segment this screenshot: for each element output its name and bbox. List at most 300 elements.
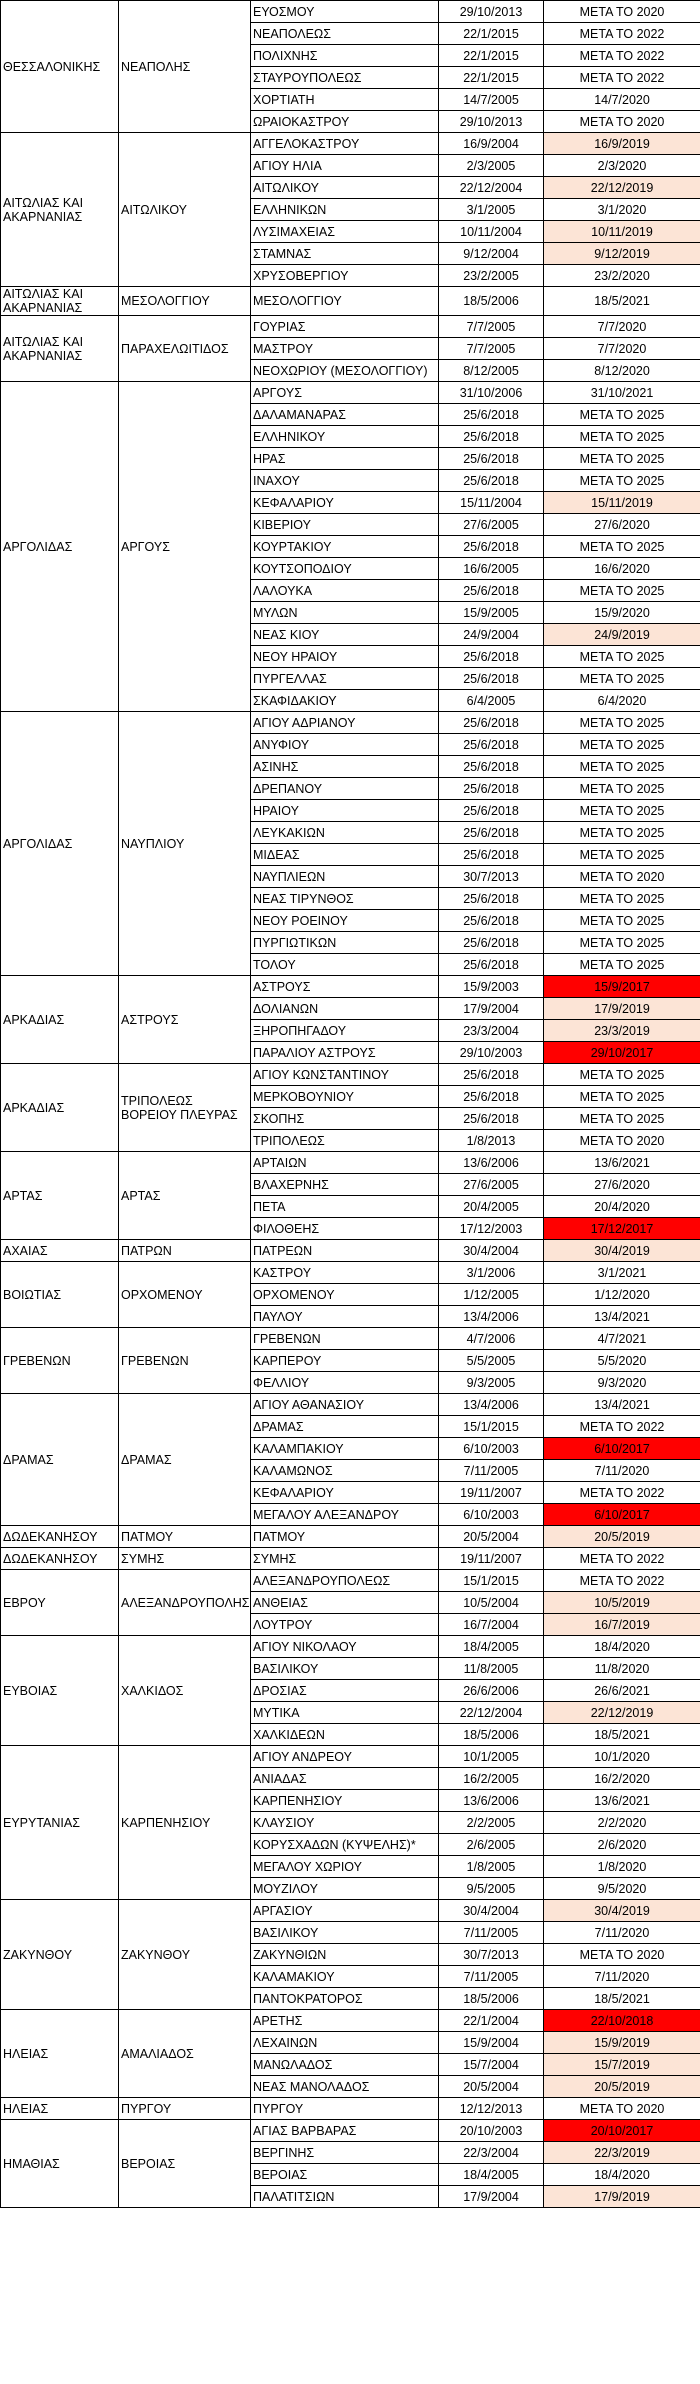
start-date-cell: 3/1/2006 [439, 1262, 544, 1284]
community-cell: ΖΑΚΥΝΘΙΩΝ [251, 1944, 439, 1966]
municipality-cell: ΖΑΚΥΝΘΟΥ [119, 1900, 251, 2010]
table-row [1, 1548, 700, 1570]
community-cell: ΩΡΑΙΟΚΑΣΤΡΟΥ [251, 111, 439, 133]
table-row [1, 316, 700, 338]
end-date-cell: ΜΕΤΑ ΤΟ 2020 [544, 2098, 700, 2120]
end-date-cell: 7/7/2020 [544, 316, 700, 338]
end-date-cell: 23/2/2020 [544, 265, 700, 287]
end-date-cell: 16/9/2019 [544, 133, 700, 155]
community-cell: ΔΟΛΙΑΝΩΝ [251, 998, 439, 1020]
community-cell: ΜΕΣΟΛΟΓΓΙΟΥ [251, 287, 439, 316]
start-date-cell: 2/3/2005 [439, 155, 544, 177]
community-cell: ΠΑΝΤΟΚΡΑΤΟΡΟΣ [251, 1988, 439, 2010]
community-cell: ΓΡΕΒΕΝΩΝ [251, 1328, 439, 1350]
end-date-cell: 10/11/2019 [544, 221, 700, 243]
end-date-cell: ΜΕΤΑ ΤΟ 2025 [544, 470, 700, 492]
municipality-cell: ΒΕΡΟΙΑΣ [119, 2120, 251, 2208]
end-date-cell: 3/1/2021 [544, 1262, 700, 1284]
community-cell: ΝΕΑΠΟΛΕΩΣ [251, 23, 439, 45]
start-date-cell: 4/7/2006 [439, 1328, 544, 1350]
start-date-cell: 10/11/2004 [439, 221, 544, 243]
prefecture-cell: ΑΡΤΑΣ [1, 1152, 119, 1240]
end-date-cell: ΜΕΤΑ ΤΟ 2022 [544, 67, 700, 89]
municipality-cell: ΑΛΕΞΑΝΔΡΟΥΠΟΛΗΣ [119, 1570, 251, 1636]
community-cell: ΧΟΡΤΙΑΤΗ [251, 89, 439, 111]
prefecture-cell: ΒΟΙΩΤΙΑΣ [1, 1262, 119, 1328]
start-date-cell: 25/6/2018 [439, 470, 544, 492]
end-date-cell: ΜΕΤΑ ΤΟ 2025 [544, 822, 700, 844]
start-date-cell: 18/5/2006 [439, 1988, 544, 2010]
end-date-cell: 20/10/2017 [544, 2120, 700, 2142]
start-date-cell: 25/6/2018 [439, 932, 544, 954]
community-cell: ΛΕΥΚΑΚΙΩΝ [251, 822, 439, 844]
municipality-cell: ΤΡΙΠΟΛΕΩΣ ΒΟΡΕΙΟΥ ΠΛΕΥΡΑΣ [119, 1064, 251, 1152]
start-date-cell: 25/6/2018 [439, 800, 544, 822]
end-date-cell: ΜΕΤΑ ΤΟ 2025 [544, 1086, 700, 1108]
community-cell: ΔΡΟΣΙΑΣ [251, 1680, 439, 1702]
municipality-cell: ΧΑΛΚΙΔΟΣ [119, 1636, 251, 1746]
end-date-cell: 29/10/2017 [544, 1042, 700, 1064]
community-cell: ΜΕΡΚΟΒΟΥΝΙΟΥ [251, 1086, 439, 1108]
community-cell: ΚΑΡΠΕΝΗΣΙΟΥ [251, 1790, 439, 1812]
prefecture-cell: ΑΙΤΩΛΙΑΣ ΚΑΙ ΑΚΑΡΝΑΝΙΑΣ [1, 287, 119, 316]
start-date-cell: 15/11/2004 [439, 492, 544, 514]
end-date-cell: ΜΕΤΑ ΤΟ 2025 [544, 1108, 700, 1130]
start-date-cell: 7/7/2005 [439, 338, 544, 360]
end-date-cell: 18/4/2020 [544, 1636, 700, 1658]
end-date-cell: 13/6/2021 [544, 1152, 700, 1174]
start-date-cell: 1/8/2013 [439, 1130, 544, 1152]
end-date-cell: ΜΕΤΑ ΤΟ 2020 [544, 1, 700, 23]
end-date-cell: 17/12/2017 [544, 1218, 700, 1240]
community-cell: ΧΡΥΣΟΒΕΡΓΙΟΥ [251, 265, 439, 287]
community-cell: ΛΥΣΙΜΑΧΕΙΑΣ [251, 221, 439, 243]
end-date-cell: 5/5/2020 [544, 1350, 700, 1372]
municipality-cell: ΠΑΡΑΧΕΛΩΙΤΙΔΟΣ [119, 316, 251, 382]
table-row [1, 976, 700, 998]
start-date-cell: 29/10/2013 [439, 1, 544, 23]
start-date-cell: 5/5/2005 [439, 1350, 544, 1372]
community-cell: ΑΣΙΝΗΣ [251, 756, 439, 778]
start-date-cell: 15/7/2004 [439, 2054, 544, 2076]
community-cell: ΑΙΤΩΛΙΚΟΥ [251, 177, 439, 199]
end-date-cell: 15/9/2019 [544, 2032, 700, 2054]
table-row [1, 1900, 700, 1922]
prefecture-cell: ΔΩΔΕΚΑΝΗΣΟΥ [1, 1548, 119, 1570]
community-cell: ΑΓΙΟΥ ΑΔΡΙΑΝΟΥ [251, 712, 439, 734]
start-date-cell: 25/6/2018 [439, 954, 544, 976]
prefecture-cell: ΑΡΓΟΛΙΔΑΣ [1, 382, 119, 712]
end-date-cell: 3/1/2020 [544, 199, 700, 221]
municipality-cell: ΠΑΤΜΟΥ [119, 1526, 251, 1548]
end-date-cell: 9/3/2020 [544, 1372, 700, 1394]
start-date-cell: 25/6/2018 [439, 404, 544, 426]
end-date-cell: ΜΕΤΑ ΤΟ 2025 [544, 756, 700, 778]
start-date-cell: 23/3/2004 [439, 1020, 544, 1042]
start-date-cell: 18/4/2005 [439, 2164, 544, 2186]
end-date-cell: 4/7/2021 [544, 1328, 700, 1350]
community-cell: ΑΝΘΕΙΑΣ [251, 1592, 439, 1614]
community-cell: ΜΑΝΩΛΑΔΟΣ [251, 2054, 439, 2076]
prefecture-cell: ΑΧΑΙΑΣ [1, 1240, 119, 1262]
table-row [1, 2098, 700, 2120]
end-date-cell: 2/3/2020 [544, 155, 700, 177]
end-date-cell: 6/4/2020 [544, 690, 700, 712]
end-date-cell: ΜΕΤΑ ΤΟ 2022 [544, 1482, 700, 1504]
end-date-cell: 22/3/2019 [544, 2142, 700, 2164]
end-date-cell: ΜΕΤΑ ΤΟ 2020 [544, 1944, 700, 1966]
start-date-cell: 29/10/2013 [439, 111, 544, 133]
start-date-cell: 2/6/2005 [439, 1834, 544, 1856]
end-date-cell: 22/10/2018 [544, 2010, 700, 2032]
community-cell: ΙΝΑΧΟΥ [251, 470, 439, 492]
start-date-cell: 15/1/2015 [439, 1570, 544, 1592]
start-date-cell: 25/6/2018 [439, 426, 544, 448]
community-cell: ΠΥΡΓΟΥ [251, 2098, 439, 2120]
community-cell: ΠΑΡΑΛΙΟΥ ΑΣΤΡΟΥΣ [251, 1042, 439, 1064]
community-cell: ΝΕΑΣ ΜΑΝΟΛΑΔΟΣ [251, 2076, 439, 2098]
municipality-cell: ΑΡΤΑΣ [119, 1152, 251, 1240]
end-date-cell: 18/4/2020 [544, 2164, 700, 2186]
community-cell: ΑΡΓΟΥΣ [251, 382, 439, 404]
start-date-cell: 16/6/2005 [439, 558, 544, 580]
start-date-cell: 7/11/2005 [439, 1966, 544, 1988]
prefecture-cell: ΘΕΣΣΑΛΟΝΙΚΗΣ [1, 1, 119, 133]
community-cell: ΚΑΡΠΕΡΟΥ [251, 1350, 439, 1372]
community-cell: ΑΡΕΤΗΣ [251, 2010, 439, 2032]
prefecture-cell: ΗΛΕΙΑΣ [1, 2098, 119, 2120]
start-date-cell: 16/9/2004 [439, 133, 544, 155]
start-date-cell: 18/5/2006 [439, 1724, 544, 1746]
prefecture-cell: ΗΜΑΘΙΑΣ [1, 2120, 119, 2208]
community-cell: ΕΥΟΣΜΟΥ [251, 1, 439, 23]
start-date-cell: 25/6/2018 [439, 1108, 544, 1130]
community-cell: ΠΟΛΙΧΝΗΣ [251, 45, 439, 67]
end-date-cell: 2/2/2020 [544, 1812, 700, 1834]
start-date-cell: 23/2/2005 [439, 265, 544, 287]
prefecture-cell: ΓΡΕΒΕΝΩΝ [1, 1328, 119, 1394]
community-cell: ΦΙΛΟΘΕΗΣ [251, 1218, 439, 1240]
start-date-cell: 13/6/2006 [439, 1152, 544, 1174]
community-cell: ΕΛΛΗΝΙΚΩΝ [251, 199, 439, 221]
start-date-cell: 27/6/2005 [439, 514, 544, 536]
start-date-cell: 22/1/2015 [439, 67, 544, 89]
community-cell: ΚΛΑΥΣΙΟΥ [251, 1812, 439, 1834]
municipality-cell: ΑΙΤΩΛΙΚΟΥ [119, 133, 251, 287]
start-date-cell: 20/4/2005 [439, 1196, 544, 1218]
end-date-cell: ΜΕΤΑ ΤΟ 2025 [544, 954, 700, 976]
start-date-cell: 29/10/2003 [439, 1042, 544, 1064]
start-date-cell: 27/6/2005 [439, 1174, 544, 1196]
table-row [1, 1152, 700, 1174]
prefecture-cell: ΗΛΕΙΑΣ [1, 2010, 119, 2098]
end-date-cell: ΜΕΤΑ ΤΟ 2025 [544, 1064, 700, 1086]
table-body [1, 1, 700, 2208]
end-date-cell: ΜΕΤΑ ΤΟ 2025 [544, 910, 700, 932]
community-cell: ΗΡΑΣ [251, 448, 439, 470]
community-cell: ΛΕΧΑΙΝΩΝ [251, 2032, 439, 2054]
table-row [1, 133, 700, 155]
end-date-cell: 20/4/2020 [544, 1196, 700, 1218]
municipality-cell: ΑΡΓΟΥΣ [119, 382, 251, 712]
end-date-cell: 2/6/2020 [544, 1834, 700, 1856]
community-cell: ΔΑΛΑΜΑΝΑΡΑΣ [251, 404, 439, 426]
start-date-cell: 25/6/2018 [439, 888, 544, 910]
start-date-cell: 22/3/2004 [439, 2142, 544, 2164]
community-cell: ΝΕΑΣ ΤΙΡΥΝΘΟΣ [251, 888, 439, 910]
municipality-cell: ΚΑΡΠΕΝΗΣΙΟΥ [119, 1746, 251, 1900]
start-date-cell: 13/4/2006 [439, 1306, 544, 1328]
table-row [1, 1, 700, 23]
start-date-cell: 15/9/2005 [439, 602, 544, 624]
end-date-cell: 26/6/2021 [544, 1680, 700, 1702]
start-date-cell: 2/2/2005 [439, 1812, 544, 1834]
municipality-cell: ΣΥΜΗΣ [119, 1548, 251, 1570]
start-date-cell: 17/9/2004 [439, 2186, 544, 2208]
municipality-cell: ΝΕΑΠΟΛΗΣ [119, 1, 251, 133]
start-date-cell: 25/6/2018 [439, 778, 544, 800]
start-date-cell: 9/5/2005 [439, 1878, 544, 1900]
end-date-cell: ΜΕΤΑ ΤΟ 2025 [544, 844, 700, 866]
table-row [1, 2010, 700, 2032]
end-date-cell: ΜΕΤΑ ΤΟ 2025 [544, 734, 700, 756]
community-cell: ΠΥΡΓΙΩΤΙΚΩΝ [251, 932, 439, 954]
start-date-cell: 30/4/2004 [439, 1240, 544, 1262]
prefecture-cell: ΑΡΚΑΔΙΑΣ [1, 976, 119, 1064]
start-date-cell: 6/10/2003 [439, 1438, 544, 1460]
start-date-cell: 16/2/2005 [439, 1768, 544, 1790]
end-date-cell: 30/4/2019 [544, 1240, 700, 1262]
end-date-cell: 9/5/2020 [544, 1878, 700, 1900]
start-date-cell: 22/12/2004 [439, 177, 544, 199]
community-cell: ΤΟΛΟΥ [251, 954, 439, 976]
start-date-cell: 3/1/2005 [439, 199, 544, 221]
community-cell: ΣΚΑΦΙΔΑΚΙΟΥ [251, 690, 439, 712]
end-date-cell: 22/12/2019 [544, 177, 700, 199]
end-date-cell: 17/9/2019 [544, 2186, 700, 2208]
start-date-cell: 13/4/2006 [439, 1394, 544, 1416]
end-date-cell: 13/6/2021 [544, 1790, 700, 1812]
end-date-cell: ΜΕΤΑ ΤΟ 2025 [544, 404, 700, 426]
start-date-cell: 14/7/2005 [439, 89, 544, 111]
start-date-cell: 20/5/2004 [439, 1526, 544, 1548]
community-cell: ΣΤΑΥΡΟΥΠΟΛΕΩΣ [251, 67, 439, 89]
prefecture-cell: ΑΡΓΟΛΙΔΑΣ [1, 712, 119, 976]
municipality-cell: ΟΡΧΟΜΕΝΟΥ [119, 1262, 251, 1328]
end-date-cell: 7/7/2020 [544, 338, 700, 360]
end-date-cell: 11/8/2020 [544, 1658, 700, 1680]
start-date-cell: 25/6/2018 [439, 448, 544, 470]
community-cell: ΜΕΓΑΛΟΥ ΧΩΡΙΟΥ [251, 1856, 439, 1878]
community-cell: ΗΡΑΙΟΥ [251, 800, 439, 822]
start-date-cell: 15/9/2004 [439, 2032, 544, 2054]
end-date-cell: ΜΕΤΑ ΤΟ 2025 [544, 646, 700, 668]
table-row [1, 1746, 700, 1768]
start-date-cell: 1/8/2005 [439, 1856, 544, 1878]
table-row [1, 712, 700, 734]
end-date-cell: ΜΕΤΑ ΤΟ 2025 [544, 448, 700, 470]
start-date-cell: 1/12/2005 [439, 1284, 544, 1306]
community-cell: ΠΕΤΑ [251, 1196, 439, 1218]
start-date-cell: 16/7/2004 [439, 1614, 544, 1636]
municipality-cell: ΑΣΤΡΟΥΣ [119, 976, 251, 1064]
municipality-cell: ΠΑΤΡΩΝ [119, 1240, 251, 1262]
community-cell: ΜΥΛΩΝ [251, 602, 439, 624]
community-cell: ΚΕΦΑΛΑΡΙΟΥ [251, 1482, 439, 1504]
start-date-cell: 6/4/2005 [439, 690, 544, 712]
community-cell: ΑΓΙΑΣ ΒΑΡΒΑΡΑΣ [251, 2120, 439, 2142]
community-cell: ΜΙΔΕΑΣ [251, 844, 439, 866]
end-date-cell: 23/3/2019 [544, 1020, 700, 1042]
start-date-cell: 30/4/2004 [439, 1900, 544, 1922]
end-date-cell: 7/11/2020 [544, 1460, 700, 1482]
start-date-cell: 30/7/2013 [439, 1944, 544, 1966]
prefecture-cell: ΑΡΚΑΔΙΑΣ [1, 1064, 119, 1152]
start-date-cell: 25/6/2018 [439, 756, 544, 778]
start-date-cell: 10/1/2005 [439, 1746, 544, 1768]
start-date-cell: 15/9/2003 [439, 976, 544, 998]
community-cell: ΠΑΥΛΟΥ [251, 1306, 439, 1328]
end-date-cell: 1/8/2020 [544, 1856, 700, 1878]
community-cell: ΚΕΦΑΛΑΡΙΟΥ [251, 492, 439, 514]
community-cell: ΣΚΟΠΗΣ [251, 1108, 439, 1130]
end-date-cell: ΜΕΤΑ ΤΟ 2025 [544, 888, 700, 910]
community-cell: ΝΑΥΠΛΙΕΩΝ [251, 866, 439, 888]
end-date-cell: ΜΕΤΑ ΤΟ 2022 [544, 1570, 700, 1592]
start-date-cell: 18/5/2006 [439, 287, 544, 316]
end-date-cell: 9/12/2019 [544, 243, 700, 265]
end-date-cell: ΜΕΤΑ ΤΟ 2025 [544, 932, 700, 954]
start-date-cell: 25/6/2018 [439, 646, 544, 668]
table-row [1, 287, 700, 316]
start-date-cell: 17/9/2004 [439, 998, 544, 1020]
end-date-cell: ΜΕΤΑ ΤΟ 2022 [544, 45, 700, 67]
table-row [1, 1526, 700, 1548]
end-date-cell: 17/9/2019 [544, 998, 700, 1020]
start-date-cell: 25/6/2018 [439, 536, 544, 558]
community-cell: ΚΙΒΕΡΙΟΥ [251, 514, 439, 536]
community-cell: ΝΕΟΥ ΡΟΕΙΝΟΥ [251, 910, 439, 932]
end-date-cell: 16/2/2020 [544, 1768, 700, 1790]
end-date-cell: 16/6/2020 [544, 558, 700, 580]
community-cell: ΑΓΙΟΥ ΚΩΝΣΤΑΝΤΙΝΟΥ [251, 1064, 439, 1086]
end-date-cell: 13/4/2021 [544, 1394, 700, 1416]
community-cell: ΤΡΙΠΟΛΕΩΣ [251, 1130, 439, 1152]
community-cell: ΕΛΛΗΝΙΚΟΥ [251, 426, 439, 448]
community-cell: ΜΕΓΑΛΟΥ ΑΛΕΞΑΝΔΡΟΥ [251, 1504, 439, 1526]
prefecture-cell: ΕΒΡΟΥ [1, 1570, 119, 1636]
community-cell: ΑΓΙΟΥ ΑΘΑΝΑΣΙΟΥ [251, 1394, 439, 1416]
end-date-cell: 24/9/2019 [544, 624, 700, 646]
end-date-cell: 6/10/2017 [544, 1504, 700, 1526]
end-date-cell: ΜΕΤΑ ΤΟ 2025 [544, 800, 700, 822]
community-cell: ΛΑΛΟΥΚΑ [251, 580, 439, 602]
table-row [1, 1240, 700, 1262]
start-date-cell: 25/6/2018 [439, 910, 544, 932]
start-date-cell: 25/6/2018 [439, 844, 544, 866]
start-date-cell: 15/1/2015 [439, 1416, 544, 1438]
start-date-cell: 25/6/2018 [439, 580, 544, 602]
start-date-cell: 22/12/2004 [439, 1702, 544, 1724]
start-date-cell: 22/1/2015 [439, 45, 544, 67]
end-date-cell: ΜΕΤΑ ΤΟ 2025 [544, 778, 700, 800]
table-row [1, 1064, 700, 1086]
table-row [1, 1636, 700, 1658]
prefecture-cell: ΖΑΚΥΝΘΟΥ [1, 1900, 119, 2010]
end-date-cell: ΜΕΤΑ ΤΟ 2025 [544, 668, 700, 690]
community-cell: ΣΤΑΜΝΑΣ [251, 243, 439, 265]
municipality-cell: ΓΡΕΒΕΝΩΝ [119, 1328, 251, 1394]
start-date-cell: 9/3/2005 [439, 1372, 544, 1394]
end-date-cell: 7/11/2020 [544, 1966, 700, 1988]
community-cell: ΒΑΣΙΛΙΚΟΥ [251, 1922, 439, 1944]
start-date-cell: 7/11/2005 [439, 1460, 544, 1482]
community-cell: ΑΡΤΑΙΩΝ [251, 1152, 439, 1174]
end-date-cell: ΜΕΤΑ ΤΟ 2020 [544, 111, 700, 133]
community-cell: ΞΗΡΟΠΗΓΑΔΟΥ [251, 1020, 439, 1042]
table-row [1, 2120, 700, 2142]
community-cell: ΒΛΑΧΕΡΝΗΣ [251, 1174, 439, 1196]
end-date-cell: ΜΕΤΑ ΤΟ 2025 [544, 536, 700, 558]
community-cell: ΑΡΓΑΣΙΟΥ [251, 1900, 439, 1922]
community-cell: ΚΑΣΤΡΟΥ [251, 1262, 439, 1284]
end-date-cell: 22/12/2019 [544, 1702, 700, 1724]
start-date-cell: 10/5/2004 [439, 1592, 544, 1614]
end-date-cell: 15/7/2019 [544, 2054, 700, 2076]
end-date-cell: ΜΕΤΑ ΤΟ 2025 [544, 712, 700, 734]
community-cell: ΦΕΛΛΙΟΥ [251, 1372, 439, 1394]
start-date-cell: 13/6/2006 [439, 1790, 544, 1812]
start-date-cell: 20/5/2004 [439, 2076, 544, 2098]
community-cell: ΛΟΥΤΡΟΥ [251, 1614, 439, 1636]
end-date-cell: ΜΕΤΑ ΤΟ 2022 [544, 23, 700, 45]
community-cell: ΠΑΛΑΤΙΤΣΙΩΝ [251, 2186, 439, 2208]
prefecture-cell: ΑΙΤΩΛΙΑΣ ΚΑΙ ΑΚΑΡΝΑΝΙΑΣ [1, 133, 119, 287]
start-date-cell: 22/1/2004 [439, 2010, 544, 2032]
start-date-cell: 26/6/2006 [439, 1680, 544, 1702]
start-date-cell: 25/6/2018 [439, 712, 544, 734]
community-cell: ΝΕΑΣ ΚΙΟΥ [251, 624, 439, 646]
municipality-cell: ΔΡΑΜΑΣ [119, 1394, 251, 1526]
start-date-cell: 7/7/2005 [439, 316, 544, 338]
end-date-cell: 8/12/2020 [544, 360, 700, 382]
community-cell: ΑΝΥΦΙΟΥ [251, 734, 439, 756]
table-row [1, 1394, 700, 1416]
community-cell: ΠΥΡΓΕΛΛΑΣ [251, 668, 439, 690]
community-cell: ΠΑΤΜΟΥ [251, 1526, 439, 1548]
table-row [1, 1262, 700, 1284]
community-cell: ΒΕΡΓΙΝΗΣ [251, 2142, 439, 2164]
start-date-cell: 17/12/2003 [439, 1218, 544, 1240]
community-cell: ΓΟΥΡΙΑΣ [251, 316, 439, 338]
community-cell: ΑΓΙΟΥ ΑΝΔΡΕΟΥ [251, 1746, 439, 1768]
community-cell: ΝΕΟΥ ΗΡΑΙΟΥ [251, 646, 439, 668]
start-date-cell: 19/11/2007 [439, 1548, 544, 1570]
start-date-cell: 7/11/2005 [439, 1922, 544, 1944]
start-date-cell: 24/9/2004 [439, 624, 544, 646]
end-date-cell: 18/5/2021 [544, 1988, 700, 2010]
community-cell: ΑΣΤΡΟΥΣ [251, 976, 439, 998]
end-date-cell: ΜΕΤΑ ΤΟ 2020 [544, 866, 700, 888]
end-date-cell: 27/6/2020 [544, 514, 700, 536]
community-cell: ΧΑΛΚΙΔΕΩΝ [251, 1724, 439, 1746]
end-date-cell: 27/6/2020 [544, 1174, 700, 1196]
table-row [1, 1570, 700, 1592]
community-cell: ΚΑΛΑΜΑΚΙΟΥ [251, 1966, 439, 1988]
community-cell: ΚΑΛΑΜΩΝΟΣ [251, 1460, 439, 1482]
end-date-cell: 20/5/2019 [544, 2076, 700, 2098]
prefecture-cell: ΔΡΑΜΑΣ [1, 1394, 119, 1526]
